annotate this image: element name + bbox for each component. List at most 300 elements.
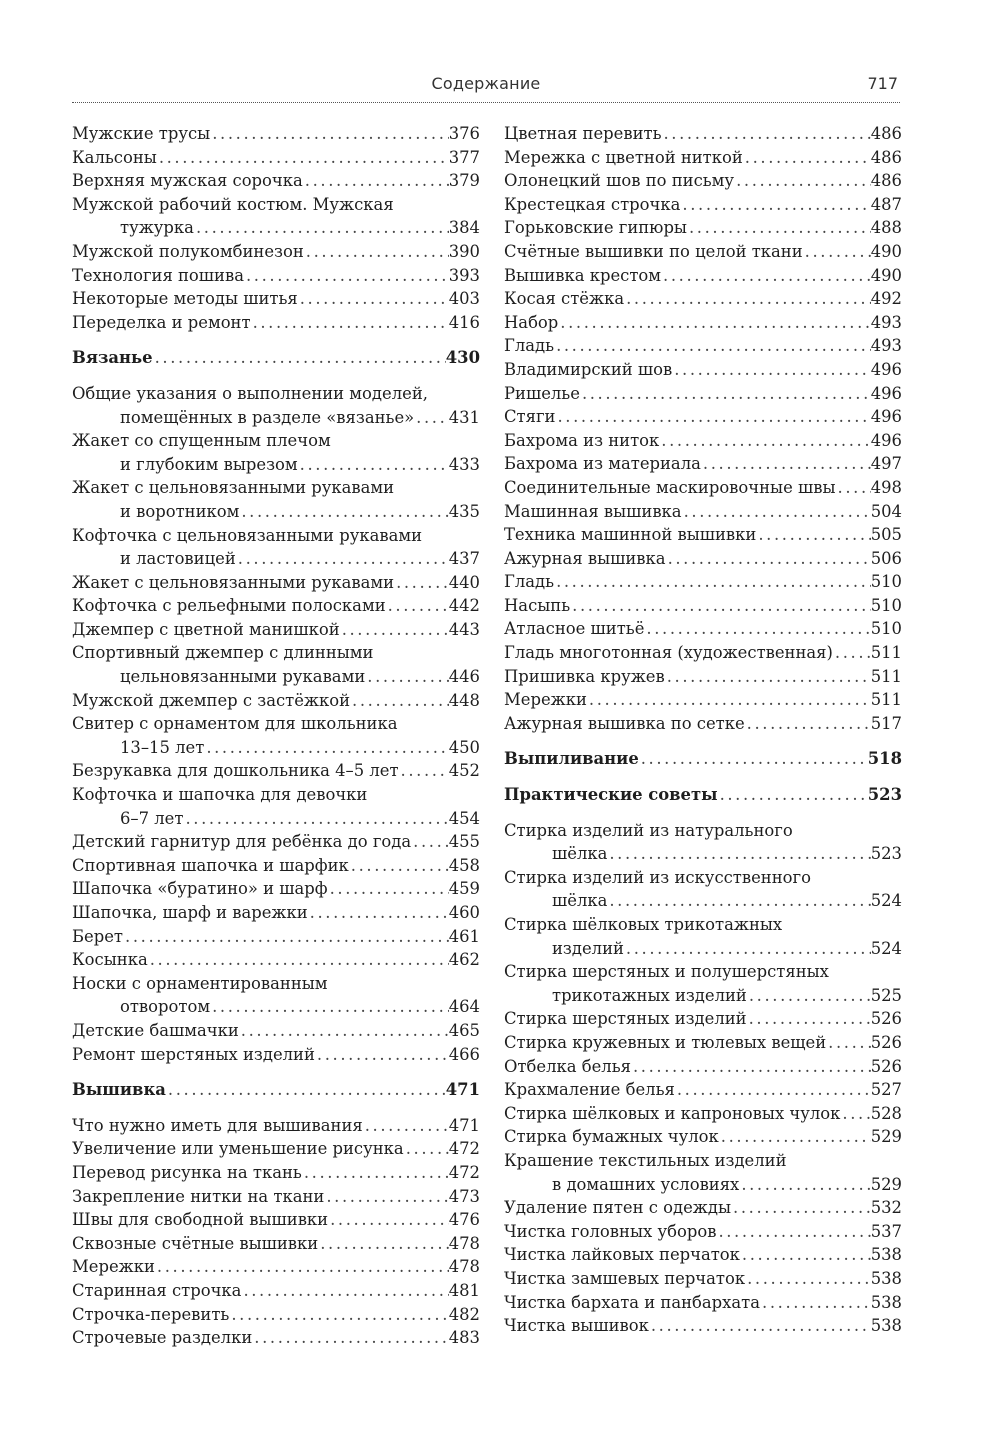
toc-entry[interactable] (72, 1279, 480, 1303)
toc-page-number: 462 (448, 950, 480, 970)
dot-leader (682, 500, 871, 524)
toc-page-number: 430 (445, 348, 480, 368)
toc-entry-title: Мужские трусы (72, 124, 211, 143)
toc-page-number: 460 (448, 903, 480, 922)
toc-entry-title: Ажурная вышивка по сетке (504, 713, 745, 733)
toc-page-number: 526 (870, 1056, 902, 1076)
toc-entry[interactable] (72, 854, 480, 878)
toc-entry[interactable] (504, 594, 902, 618)
toc-entry[interactable] (72, 264, 480, 288)
dot-leader (719, 1125, 871, 1149)
dot-leader (607, 842, 870, 866)
toc-page-number: 492 (870, 289, 902, 309)
dot-leader (204, 736, 448, 760)
toc-entry-title: Увеличение или уменьшение рисунка (72, 1139, 404, 1159)
dot-leader (747, 984, 871, 1008)
dot-leader (661, 264, 871, 288)
toc-entry[interactable] (504, 688, 902, 712)
toc-page-number: 377 (448, 147, 480, 167)
toc-entry[interactable] (72, 925, 480, 949)
dot-leader (123, 925, 449, 949)
dot-leader (210, 122, 449, 146)
toc-entry-title: Вышивка крестом (504, 265, 662, 285)
toc-entry-title: Олонецкий шов по письму (504, 171, 735, 191)
toc-entry-title: Сквозные счётные вышивки (72, 1233, 319, 1253)
toc-entry-title: Что нужно иметь для вышивания (72, 1115, 363, 1135)
dot-leader (328, 1208, 449, 1232)
toc-page-number: 482 (448, 1304, 480, 1324)
toc-page-number: 490 (870, 265, 902, 285)
toc-entry-title: и ластовицей (120, 549, 236, 569)
toc-page-number: 496 (870, 359, 902, 379)
dot-leader (639, 747, 868, 771)
toc-page-number: 511 (870, 690, 902, 710)
dot-leader (718, 783, 868, 807)
toc-entry[interactable] (504, 146, 902, 170)
toc-entry[interactable] (504, 405, 902, 429)
toc-entry[interactable] (72, 146, 480, 170)
toc-page-number: 493 (870, 312, 902, 332)
toc-left-column (72, 122, 480, 1350)
toc-entry[interactable] (504, 1102, 902, 1126)
toc-entry[interactable] (504, 866, 902, 913)
toc-page-number: 476 (448, 1210, 480, 1230)
dot-leader (394, 571, 449, 595)
toc-page-number: 472 (448, 1162, 480, 1182)
toc-entry-title: в домашних условиях (552, 1174, 740, 1194)
toc-page-number: 524 (870, 891, 902, 911)
toc-entry[interactable] (72, 712, 480, 759)
page-title: Содержание (431, 74, 541, 93)
toc-page-number: 455 (448, 832, 480, 852)
toc-entry[interactable] (72, 1161, 480, 1185)
toc-right-column (504, 122, 902, 1338)
dot-leader (365, 665, 448, 689)
toc-entry[interactable] (72, 476, 480, 523)
toc-entry[interactable] (72, 948, 480, 972)
dot-leader (183, 807, 448, 831)
toc-entry-title: Стирка бумажных чулок (504, 1127, 719, 1147)
toc-entry-title: Владимирский шов (504, 359, 673, 379)
dot-leader (587, 688, 871, 712)
toc-entry[interactable] (72, 901, 480, 925)
dot-leader (675, 1078, 871, 1102)
dot-leader (662, 122, 871, 146)
toc-entry[interactable] (504, 452, 902, 476)
toc-page-number: 488 (870, 218, 902, 238)
toc-entry-title: Стирка шерстяных изделий (504, 1009, 747, 1029)
toc-entry[interactable] (72, 594, 480, 618)
toc-entry-title: Крестецкая строчка (504, 194, 681, 214)
toc-entry-title: Спортивный джемпер с длинными (72, 643, 374, 663)
toc-entry[interactable] (72, 1043, 480, 1067)
toc-page-number: 443 (448, 619, 480, 639)
toc-page-number: 538 (870, 1245, 902, 1265)
toc-entry[interactable] (72, 122, 480, 146)
toc-entry-title: Чистка вышивок (504, 1316, 649, 1336)
toc-entry-title: Джемпер с цветной манишкой (72, 619, 340, 639)
toc-page-number: 511 (870, 643, 902, 663)
toc-entry[interactable] (72, 1326, 480, 1350)
toc-page-number: 527 (870, 1080, 902, 1100)
toc-entry[interactable] (72, 193, 480, 240)
toc-entry[interactable] (72, 1303, 480, 1327)
toc-entry[interactable] (504, 358, 902, 382)
toc-page-number: 472 (448, 1139, 480, 1159)
toc-entry-title: Набор (504, 312, 559, 332)
toc-entry-title: Бахрома из ниток (504, 430, 660, 450)
dot-leader (153, 346, 446, 370)
dot-leader (340, 618, 449, 642)
dot-leader (665, 665, 871, 689)
dot-leader (734, 169, 871, 193)
toc-entry[interactable] (504, 913, 902, 960)
toc-entry-title: Гладь (504, 336, 555, 356)
toc-entry[interactable] (504, 1078, 902, 1102)
toc-entry-title: Стирка шёлковых трикотажных (504, 915, 783, 934)
toc-entry-title: Ажурная вышивка (504, 548, 666, 568)
toc-entry[interactable] (504, 819, 902, 866)
dot-leader (298, 287, 449, 311)
toc-entry[interactable] (504, 1196, 902, 1220)
toc-entry-title: отворотом (120, 997, 211, 1017)
dot-leader (631, 1055, 871, 1079)
toc-entry-title: Стирка изделий из натурального (504, 820, 793, 840)
dot-leader (308, 901, 449, 925)
toc-page-number: 466 (448, 1044, 480, 1064)
toc-page-number: 440 (448, 572, 480, 592)
toc-entry[interactable] (72, 429, 480, 476)
toc-entry[interactable] (504, 665, 902, 689)
dot-leader (554, 334, 871, 358)
toc-page-number: 416 (448, 312, 480, 332)
dot-leader (239, 500, 448, 524)
toc-entry[interactable] (504, 500, 902, 524)
toc-entry-title: 13–15 лет (120, 737, 205, 757)
toc-entry-title: Атласное шитьё (504, 619, 645, 639)
toc-page-number: 431 (448, 407, 480, 427)
toc-entry-title: Старинная строчка (72, 1280, 242, 1300)
toc-entry[interactable] (72, 1114, 480, 1138)
toc-entry-title: Соединительные маскировочные швы (504, 477, 836, 497)
toc-entry[interactable] (72, 1208, 480, 1232)
dot-leader (411, 830, 449, 854)
toc-entry-title: шёлка (552, 844, 608, 864)
toc-entry-title: Некоторые методы шитья (72, 289, 298, 309)
toc-entry[interactable] (504, 169, 902, 193)
toc-entry[interactable] (504, 1314, 902, 1338)
dot-leader (836, 476, 871, 500)
toc-page-number: 403 (448, 289, 480, 309)
toc-page-number: 483 (448, 1328, 480, 1348)
toc-page-number: 526 (870, 1009, 902, 1029)
dot-leader (607, 889, 870, 913)
dot-leader (303, 169, 449, 193)
toc-entry[interactable] (72, 783, 480, 830)
toc-entry[interactable] (504, 1291, 902, 1315)
toc-page-number: 486 (870, 147, 902, 167)
toc-entry[interactable] (504, 641, 902, 665)
toc-entry-title: тужурка (120, 218, 194, 238)
toc-entry-title: Детские башмачки (72, 1020, 239, 1040)
dot-leader (236, 547, 449, 571)
toc-entry[interactable] (72, 1019, 480, 1043)
toc-entry[interactable] (504, 1007, 902, 1031)
toc-page-number: 510 (870, 619, 902, 639)
toc-entry[interactable] (504, 476, 902, 500)
toc-entry[interactable] (504, 429, 902, 453)
toc-entry[interactable] (504, 1031, 902, 1055)
toc-page-number: 458 (448, 855, 480, 875)
toc-entry[interactable] (72, 571, 480, 595)
toc-page-number: 510 (870, 595, 902, 615)
toc-entry-title: Крашение текстильных изделий (504, 1150, 787, 1170)
dot-leader (826, 1031, 871, 1055)
toc-page-number: 459 (448, 879, 480, 899)
toc-entry[interactable] (72, 1255, 480, 1279)
dot-leader (229, 1303, 448, 1327)
toc-entry-title: Стирка шерстяных и полушерстяных (504, 962, 829, 982)
toc-entry[interactable] (504, 264, 902, 288)
dot-leader (318, 1232, 449, 1256)
toc-entry[interactable] (504, 216, 902, 240)
toc-entry-title: Стирка изделий из искусственного (504, 867, 811, 887)
dot-leader (302, 1161, 449, 1185)
toc-entry-title: Шапочка «буратино» и шарф (72, 879, 328, 899)
toc-entry[interactable] (504, 193, 902, 217)
toc-page-number: 471 (445, 1080, 480, 1100)
toc-page-number: 538 (870, 1292, 902, 1312)
toc-page-number: 393 (448, 265, 480, 285)
dot-leader (760, 1291, 871, 1315)
dot-leader (298, 453, 449, 477)
dot-leader (739, 1173, 870, 1197)
toc-entry[interactable] (72, 641, 480, 688)
dot-leader (304, 240, 449, 264)
toc-entry-title: Жакет с цельновязанными рукавами (72, 572, 395, 592)
toc-entry[interactable] (72, 524, 480, 571)
toc-page-number: 497 (870, 454, 902, 474)
toc-entry[interactable] (72, 972, 480, 1019)
toc-entry[interactable] (504, 1267, 902, 1291)
toc-page-number: 464 (448, 997, 480, 1017)
toc-entry-title: и воротником (120, 501, 240, 521)
toc-entry[interactable] (504, 311, 902, 335)
toc-page-number: 523 (870, 844, 902, 864)
toc-entry[interactable] (504, 382, 902, 406)
toc-entry-title: Крахмаление белья (504, 1080, 675, 1100)
dot-leader (666, 547, 871, 571)
toc-entry[interactable] (504, 1055, 902, 1079)
toc-entry-title: Счётные вышивки по целой ткани (504, 241, 803, 261)
toc-page-number: 517 (870, 713, 902, 733)
toc-page-number: 511 (870, 666, 902, 686)
toc-page-number: 446 (448, 667, 480, 687)
toc-entry-title: Безрукавка для дошкольника 4–5 лет (72, 761, 399, 781)
dot-leader (840, 1102, 870, 1126)
toc-page-number: 486 (870, 124, 902, 143)
toc-section-entry[interactable] (504, 747, 902, 771)
running-header (72, 74, 900, 103)
toc-page-number: 504 (870, 501, 902, 521)
page-number: 717 (867, 74, 898, 93)
toc-entry[interactable] (504, 122, 902, 146)
toc-page-number: 525 (870, 985, 902, 1005)
toc-entry[interactable] (72, 1232, 480, 1256)
dot-leader (414, 406, 449, 430)
toc-page-number: 442 (448, 596, 480, 616)
toc-page-number: 461 (448, 926, 480, 946)
toc-entry-title: Бахрома из материала (504, 454, 701, 474)
toc-page-number: 384 (448, 218, 480, 238)
toc-entry[interactable] (72, 830, 480, 854)
toc-entry[interactable] (504, 523, 902, 547)
toc-entry-title: Гладь (504, 572, 555, 592)
dot-leader (350, 689, 449, 713)
dot-leader (324, 1185, 448, 1209)
toc-entry-title: Чистка головных уборов (504, 1221, 717, 1241)
toc-page-number: 437 (448, 549, 480, 569)
toc-page-number: 478 (448, 1233, 480, 1253)
toc-entry[interactable] (72, 287, 480, 311)
toc-page-number: 379 (448, 171, 480, 191)
dot-leader (580, 382, 871, 406)
toc-entry[interactable] (504, 334, 902, 358)
toc-page-number: 510 (870, 572, 902, 592)
toc-entry-title: 6–7 лет (120, 808, 184, 828)
toc-entry-title: Кальсоны (72, 147, 157, 167)
toc-entry-title: Мережка с цветной ниткой (504, 147, 743, 167)
toc-entry-title: Перевод рисунка на ткань (72, 1162, 302, 1182)
dot-leader (644, 617, 870, 641)
dot-leader (833, 641, 871, 665)
dot-leader (239, 1019, 449, 1043)
toc-entry[interactable] (72, 759, 480, 783)
toc-entry-title: Мережки (504, 690, 587, 710)
toc-page-number: 505 (870, 525, 902, 545)
toc-page-number: 435 (448, 501, 480, 521)
dot-leader (399, 759, 449, 783)
toc-entry-title: Техника машинной вышивки (504, 525, 757, 545)
toc-entry-title: Чистка бархата и панбархата (504, 1292, 761, 1312)
toc-entry-title: Насыпь (504, 595, 571, 615)
toc-entry-title: трикотажных изделий (552, 985, 747, 1005)
toc-entry-title: Мужской рабочий костюм. Мужская (72, 194, 394, 214)
toc-page-number: 529 (870, 1174, 902, 1194)
toc-entry[interactable] (504, 1243, 902, 1267)
toc-entry-title: Стирка кружевных и тюлевых вещей (504, 1032, 827, 1052)
toc-entry-title: Мережки (72, 1257, 155, 1277)
toc-entry-title: Кофточка с рельефными полосками (72, 596, 386, 616)
toc-section-entry[interactable] (72, 346, 480, 370)
toc-entry[interactable] (504, 547, 902, 571)
toc-entry-title: Выпиливание (504, 749, 639, 769)
dot-leader (404, 1137, 449, 1161)
toc-entry-title: и глубоким вырезом (120, 454, 298, 474)
toc-entry-title: Мужской полукомбинезон (72, 241, 304, 261)
toc-entry-title: Практические советы (504, 785, 718, 805)
dot-leader (210, 995, 449, 1019)
toc-entry[interactable] (72, 877, 480, 901)
toc-entry[interactable] (72, 240, 480, 264)
toc-entry-title: Ремонт шерстяных изделий (72, 1044, 315, 1064)
toc-page-number: 496 (870, 430, 902, 450)
dot-leader (624, 937, 871, 961)
toc-page-number: 498 (870, 477, 902, 497)
toc-entry[interactable] (504, 1125, 902, 1149)
toc-entry[interactable] (504, 617, 902, 641)
toc-entry[interactable] (504, 287, 902, 311)
toc-page-number: 481 (448, 1280, 480, 1300)
toc-page-number: 454 (448, 808, 480, 828)
toc-entry-title: Машинная вышивка (504, 501, 682, 521)
toc-page-number: 465 (448, 1020, 480, 1040)
dot-leader (194, 216, 449, 240)
toc-entry-title: Шапочка, шарф и варежки (72, 903, 308, 922)
dot-leader (554, 570, 871, 594)
toc-entry[interactable] (72, 169, 480, 193)
toc-page-number: 390 (448, 241, 480, 261)
toc-section-entry[interactable] (504, 783, 902, 807)
toc-entry-title: Чистка замшевых перчаток (504, 1268, 746, 1288)
toc-entry[interactable] (72, 689, 480, 713)
toc-entry-title: Строчка-перевить (72, 1304, 230, 1324)
toc-page-number: 487 (870, 194, 902, 214)
toc-page-number: 478 (448, 1257, 480, 1277)
toc-page-number: 433 (448, 454, 480, 474)
dot-leader (756, 523, 870, 547)
toc-entry-title: Чистка лайковых перчаток (504, 1245, 740, 1265)
toc-entry-title: помещённых в разделе «вязанье» (120, 407, 415, 427)
toc-entry-title: Удаление пятен с одежды (504, 1198, 732, 1218)
toc-entry-title: Мужской джемпер с застёжкой (72, 690, 351, 710)
toc-page-number: 537 (870, 1221, 902, 1241)
toc-entry-title: Отбелка белья (504, 1056, 631, 1076)
toc-entry-title: Технология пошива (72, 265, 244, 285)
toc-entry-title: Берет (72, 926, 124, 946)
dot-leader (157, 146, 449, 170)
dot-leader (155, 1255, 449, 1279)
toc-entry-title: Швы для свободной вышивки (72, 1210, 329, 1230)
toc-entry-title: Кофточка с цельновязанными рукавами (72, 525, 423, 545)
toc-entry[interactable] (72, 382, 480, 429)
toc-entry[interactable] (72, 618, 480, 642)
toc-entry-title: Косая стёжка (504, 289, 625, 309)
toc-page-number: 448 (448, 690, 480, 710)
toc-entry[interactable] (504, 570, 902, 594)
toc-entry[interactable] (504, 960, 902, 1007)
toc-entry-title: Общие указания о выполнении моделей, (72, 383, 428, 403)
toc-entry-title: Жакет со спущенным плечом (72, 431, 331, 451)
dot-leader (743, 146, 871, 170)
toc-entry-title: Вышивка (72, 1080, 166, 1100)
toc-entry[interactable] (72, 311, 480, 335)
toc-entry-title: Горьковские гипюры (504, 218, 687, 238)
toc-entry[interactable] (72, 1185, 480, 1209)
dot-leader (363, 1114, 449, 1138)
toc-entry[interactable] (504, 1149, 902, 1196)
toc-entry[interactable] (504, 1220, 902, 1244)
toc-page-number: 471 (448, 1115, 480, 1135)
toc-entry-title: Цветная перевить (504, 124, 662, 143)
toc-entry[interactable] (72, 1137, 480, 1161)
toc-section-entry[interactable] (72, 1078, 480, 1102)
dot-leader (244, 264, 449, 288)
toc-page-number: 496 (870, 407, 902, 427)
toc-entry[interactable] (504, 240, 902, 264)
toc-entry[interactable] (504, 712, 902, 736)
toc-page-number: 523 (867, 785, 902, 805)
